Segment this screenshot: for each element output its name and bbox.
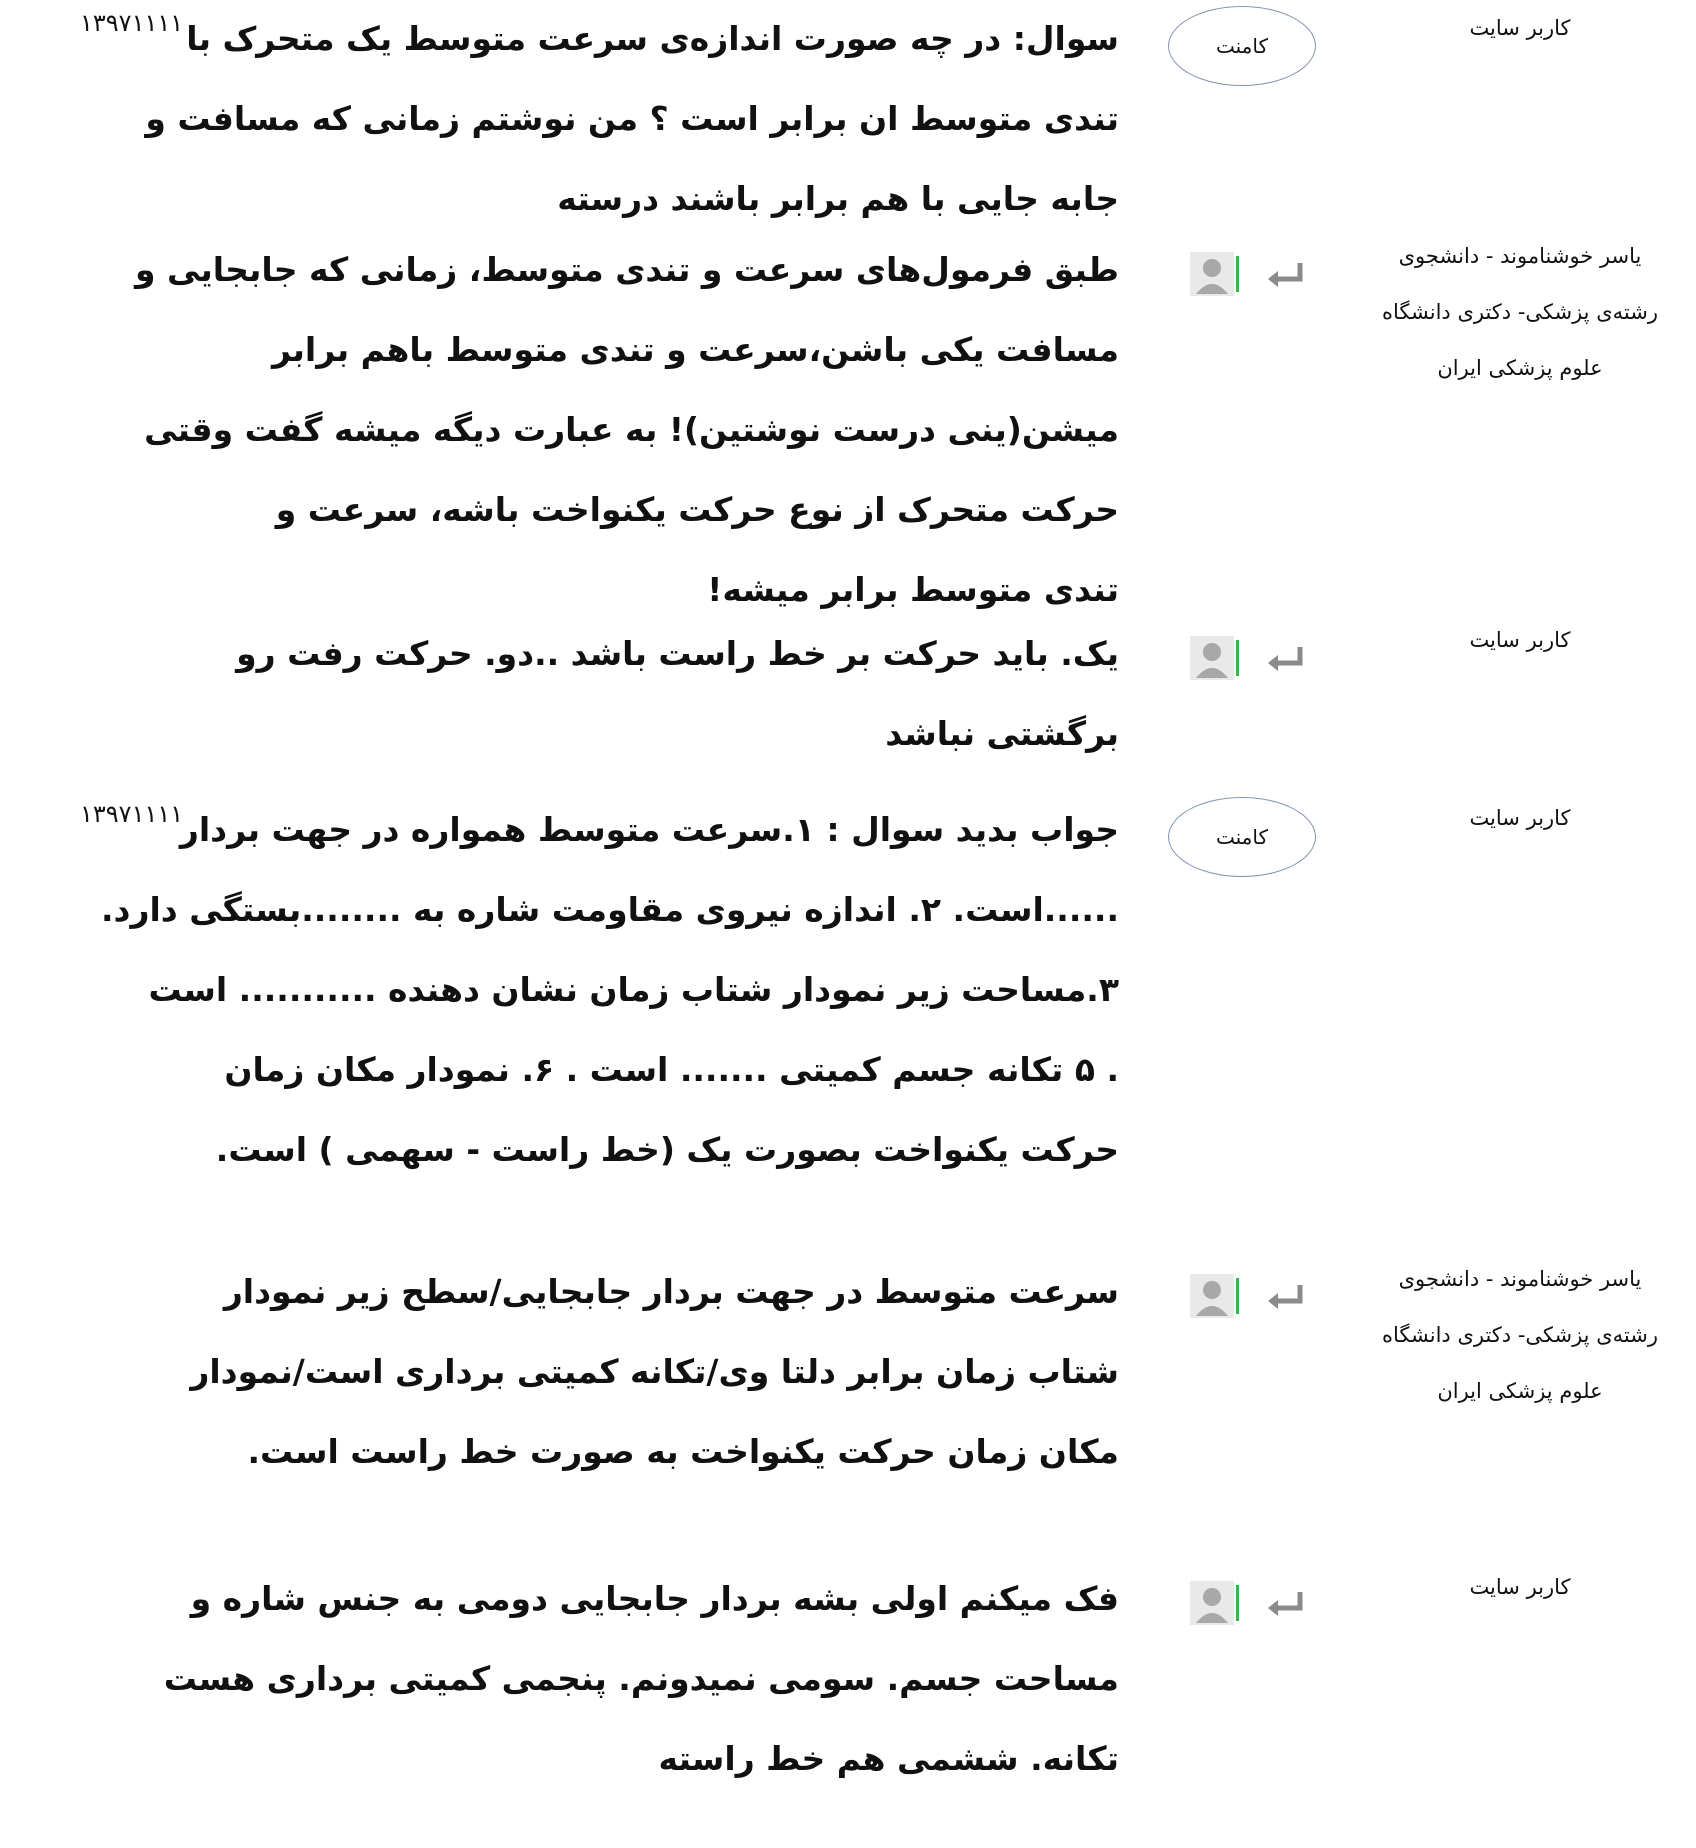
post-author xyxy=(1350,790,1690,846)
reply-icons xyxy=(1190,1581,1305,1625)
post-body xyxy=(163,1559,1119,1799)
comment-line: طبق فرمول‌های سرعت و تندی متوسط، زمانی که جابجایی و xyxy=(135,250,1119,289)
comment-line: سرعت متوسط در جهت بردار جابجایی/سطح زیر نمودار xyxy=(223,1272,1119,1311)
comment-line: میشن(ینی درست نوشتین)! به عبارت دیگه میشه گفت وقتی xyxy=(144,410,1119,449)
author-line: کاربر سایت xyxy=(1469,806,1571,830)
author-line: یاسر خوشناموند - دانشجوی xyxy=(1398,244,1642,268)
comment-line: ۳.مساحت زیر نمودار شتاب زمان نشان دهنده ........... است xyxy=(148,970,1119,1009)
reply-arrow-icon[interactable] xyxy=(1264,259,1304,289)
comment-line: تکانه. ششمی هم خط راسته xyxy=(658,1739,1119,1778)
comment-line: سوال: در چه صورت اندازه‌ی سرعت متوسط یک متحرک با xyxy=(186,19,1119,58)
comment-line: حرکت یکنواخت بصورت یک (خط راست - سهمی ) است. xyxy=(215,1130,1119,1169)
comment-line: تندی متوسط برابر میشه! xyxy=(707,570,1119,609)
comment-line: مساحت جسم. سومی نمیدونم. پنجمی کمیتی برداری هست xyxy=(163,1659,1119,1698)
comment-line: شتاب زمان برابر دلتا وی/تکانه کمیتی برداری است/نمودار xyxy=(190,1352,1119,1391)
author-line: کاربر سایت xyxy=(1469,628,1571,652)
reply-arrow-icon[interactable] xyxy=(1264,643,1304,673)
comment-line: . ۵ تکانه جسم کمیتی ....... است . ۶. نمودار مکان زمان xyxy=(224,1050,1119,1089)
comment-button[interactable]: کامنت xyxy=(1168,6,1316,86)
post-author xyxy=(1350,612,1690,668)
avatar-icon xyxy=(1190,252,1242,296)
author-line: کاربر سایت xyxy=(1469,16,1571,40)
post-author xyxy=(1350,228,1690,396)
post-author xyxy=(1350,1559,1690,1615)
post-author xyxy=(1350,1251,1690,1419)
reply-arrow-icon[interactable] xyxy=(1264,1588,1304,1618)
comment-line: برگشتی نباشد xyxy=(885,714,1119,753)
avatar-icon xyxy=(1190,636,1242,680)
post-body xyxy=(236,614,1119,774)
post-date: ۱۳۹۷۱۱۱۱ xyxy=(80,9,184,37)
comment-line: فک میکنم اولی بشه بردار جابجایی دومی به جنس شاره و xyxy=(190,1579,1119,1618)
reply-arrow-icon[interactable] xyxy=(1264,1281,1304,1311)
comment-line: مسافت یکی باشن،سرعت و تندی متوسط باهم برابر xyxy=(271,330,1119,369)
author-line: رشته‌ی پزشکی- دکتری دانشگاه xyxy=(1382,1323,1658,1347)
comment-line: یک. باید حرکت بر خط راست باشد ..دو. حرکت رفت رو xyxy=(236,634,1119,673)
author-line: علوم پزشکی ایران xyxy=(1437,1379,1603,1403)
comment-line: تندی متوسط ان برابر است ؟ من نوشتم زمانی که مسافت و xyxy=(145,99,1119,138)
post-date: ۱۳۹۷۱۱۱۱ xyxy=(80,800,184,828)
post-author xyxy=(1350,0,1690,56)
comment-button[interactable]: کامنت xyxy=(1168,797,1316,877)
reply-icons xyxy=(1190,1274,1305,1318)
comment-line: حرکت متحرک از نوع حرکت یکنواخت باشه، سرعت و xyxy=(275,490,1119,529)
reply-icons xyxy=(1190,636,1305,680)
author-line: یاسر خوشناموند - دانشجوی xyxy=(1398,1267,1642,1291)
avatar-icon xyxy=(1190,1581,1242,1625)
author-line: علوم پزشکی ایران xyxy=(1437,356,1603,380)
post-body xyxy=(135,230,1119,630)
comment-line: ......است. ۲. اندازه نیروی مقاومت شاره به ........بستگی دارد. xyxy=(101,890,1119,929)
reply-icons xyxy=(1190,252,1305,296)
post-body xyxy=(190,1252,1119,1492)
post-body xyxy=(145,0,1119,239)
comment-line: جواب بدید سوال : ۱.سرعت متوسط همواره در جهت بردار xyxy=(179,810,1119,849)
comment-line: مکان زمان حرکت یکنواخت به صورت خط راست است. xyxy=(247,1432,1119,1471)
avatar-icon xyxy=(1190,1274,1242,1318)
author-line: کاربر سایت xyxy=(1469,1575,1571,1599)
author-line: رشته‌ی پزشکی- دکتری دانشگاه xyxy=(1382,300,1658,324)
comment-line: جابه جایی با هم برابر باشند درسته xyxy=(557,179,1119,218)
